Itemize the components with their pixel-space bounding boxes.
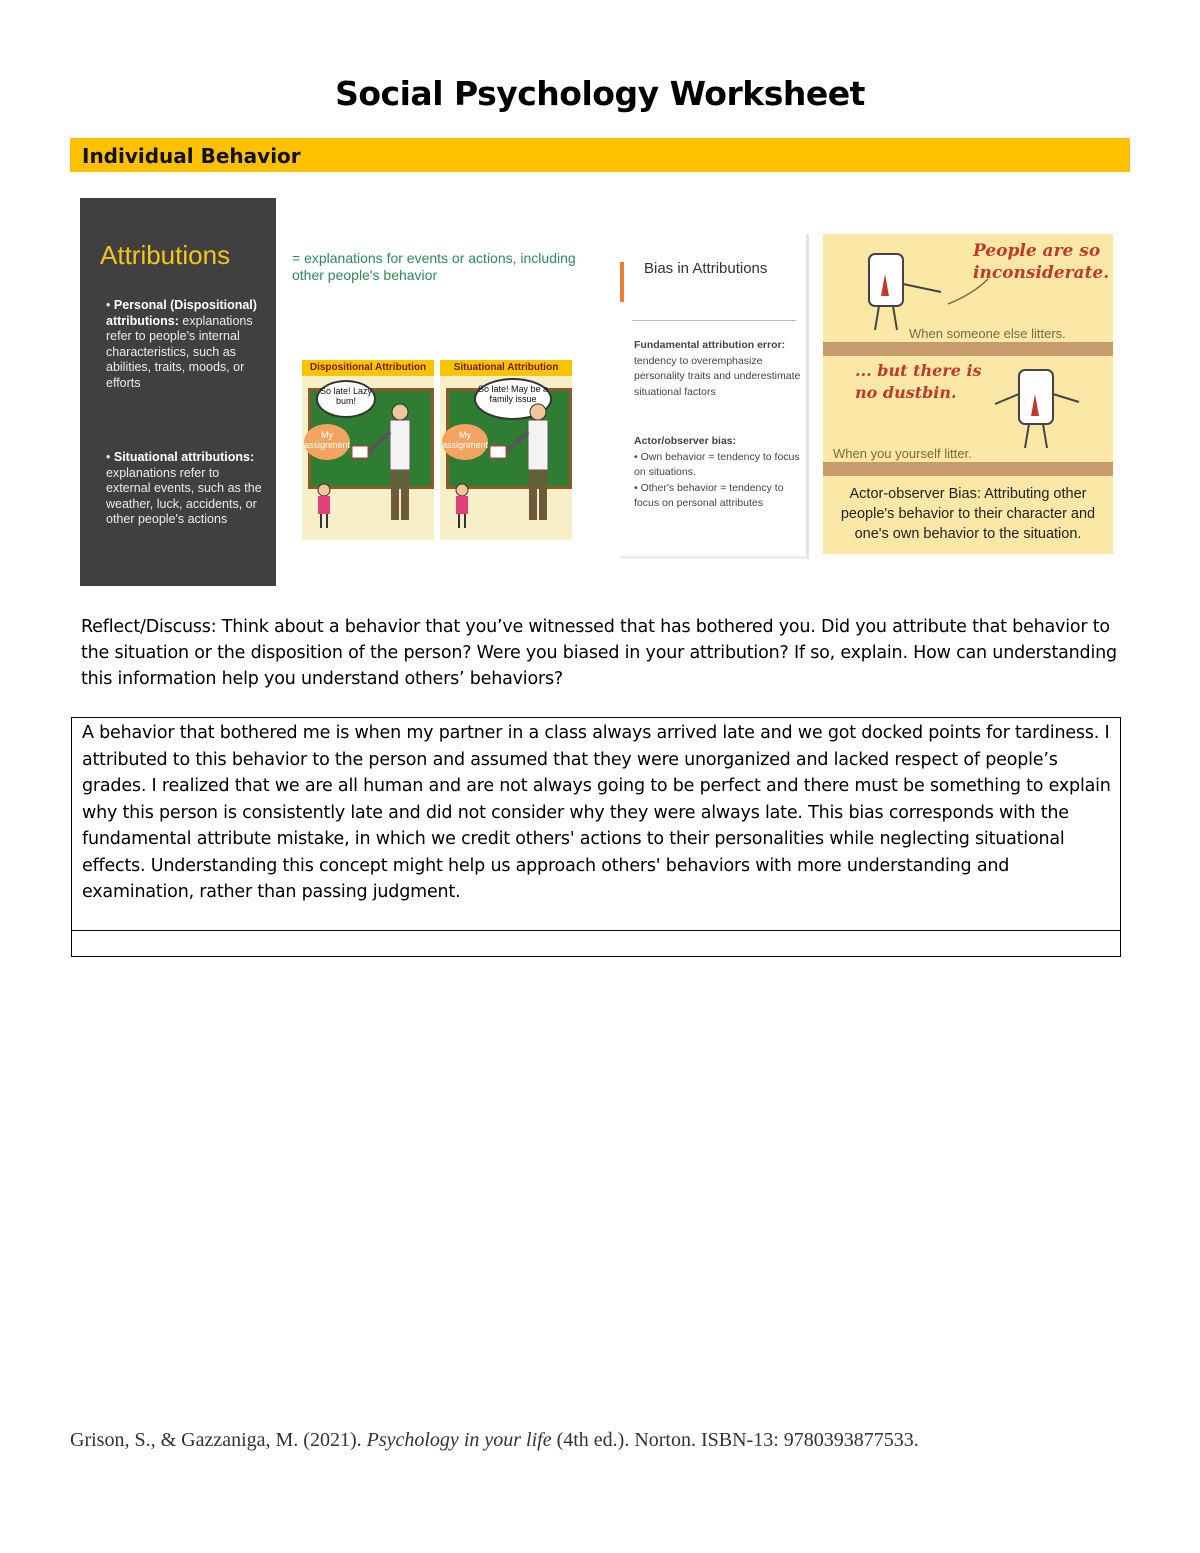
answer-text[interactable]: A behavior that bothered me is when my partner in a class always arrived late and we got docked points for tardiness. I attributed to this behavior to the person and assumed that they were unorganized and lacked respect of people’s grades. I realized that we are all human and are not always going to be perfect and there must be something to explain why this person is consistently late and did not consider why they were always late. This bias corresponds with the fundamental attribute mistake, in which we credit others' actions to their personalities while neglecting situational effects. Understanding this concept might help us approach others' behaviors with more understanding and examination, rather than passing judgment. xyxy=(82,723,1111,902)
comic-panel-dispositional xyxy=(302,360,434,540)
comic-header: Dispositional Attribution xyxy=(302,360,434,376)
fundamental-attribution-error-text xyxy=(634,338,804,400)
kid-speech-bubble: My assignment xyxy=(304,424,350,460)
comic-header: Situational Attribution xyxy=(440,360,572,376)
list-item: • Other's behavior = tendency to focus on personal attributes xyxy=(634,481,784,510)
list-item: • Own behavior = tendency to focus on situations. xyxy=(634,450,800,479)
teacher-kid-figures xyxy=(440,360,572,540)
comic-panel-situational xyxy=(440,360,572,540)
bullet-heading: Situational attributions: xyxy=(113,450,255,464)
answer-box-empty-row[interactable] xyxy=(71,929,1121,957)
term-definition: tendency to overemphasize personality traits and underestimate situational factors xyxy=(634,354,801,398)
term: Actor/observer bias: xyxy=(634,435,737,447)
ground-strip xyxy=(823,462,1113,476)
attribution-comic xyxy=(302,360,572,540)
term: Fundamental attribution error: xyxy=(634,339,786,351)
actor-observer-cartoon-image xyxy=(823,234,1113,554)
actor-observer-bias-text xyxy=(634,434,804,512)
cartoon-caption: Actor-observer Bias: Attributing other people's behavior to their character and one's own behavior to the situation. xyxy=(840,486,1096,542)
citation-details: (4th ed.). Norton. ISBN-13: 9780393877533. xyxy=(556,1429,919,1451)
speech-bubble: So late! May be a family issue xyxy=(474,378,552,420)
citation xyxy=(70,1429,1170,1452)
citation-authors: Grison, S., & Gazzaniga, M. (2021). xyxy=(70,1429,362,1451)
teacher-kid-figures xyxy=(302,360,434,540)
kid-speech-bubble: My assignment xyxy=(442,424,488,460)
situational-attribution-bullet: • Situational attributions: explanations refer to external events, such as the weather, luck, accidents, or other people's actions xyxy=(106,450,262,526)
divider xyxy=(632,320,796,321)
attributions-slide-image xyxy=(80,198,596,586)
cartoon-text-but: ... but there is no dustbin. xyxy=(855,361,982,402)
section-title: Individual Behavior xyxy=(82,144,301,168)
bullet-text: explanations refer to external events, such as the weather, luck, accidents, or other people's actions xyxy=(106,465,262,526)
reflect-discuss-prompt: Reflect/Discuss: Think about a behavior that you’ve witnessed that has bothered you. Did you attribute that behavior to the situation or the disposition of the person? Were you biased in your attribution? If so, explain. How can understanding this information help you understand others’ behaviors? xyxy=(81,617,1117,689)
bullet-heading: Personal (Dispositional) attributions: xyxy=(106,298,257,328)
cartoon-caption-else: When someone else litters. xyxy=(909,326,1066,341)
personal-attribution-bullet: • Personal (Dispositional) attributions: explanations refer to people's internal characteristics, such as abilities, traits, moods, or efforts xyxy=(106,298,257,390)
bias-in-attributions-slide-image xyxy=(620,234,809,559)
cartoon-text-people: People are so inconsiderate. xyxy=(973,241,1110,283)
attribution-definition: = explanations for events or actions, including other people's behavior xyxy=(292,250,576,283)
slide-dark-panel xyxy=(80,198,276,586)
speech-bubble: So late! Lazy bum! xyxy=(316,380,376,418)
slide-title: Bias in Attributions xyxy=(644,260,768,277)
answer-box[interactable] xyxy=(71,717,1121,931)
cartoon-caption-yourself: When you yourself litter. xyxy=(833,446,972,461)
slide-title: Attributions xyxy=(100,240,231,270)
ground-strip xyxy=(823,342,1113,356)
page-title: Social Psychology Worksheet xyxy=(335,74,865,113)
section-header-bar xyxy=(70,138,1130,172)
accent-bar xyxy=(620,262,624,302)
bullet-text: explanations refer to people's internal characteristics, such as abilities, traits, moods, or efforts xyxy=(106,313,253,390)
citation-book-title: Psychology in your life xyxy=(366,1429,552,1451)
